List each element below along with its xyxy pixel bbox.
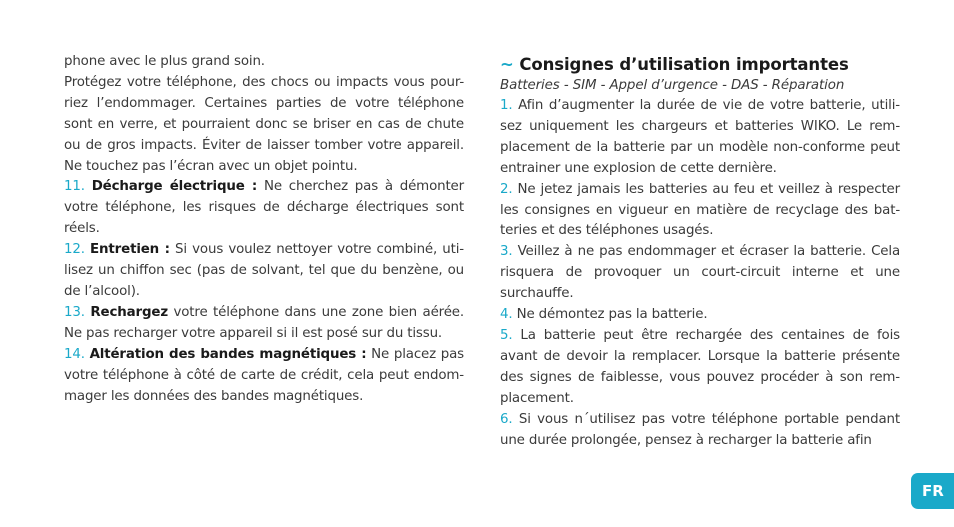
item-number: 3. [500, 244, 513, 260]
item-4 [500, 305, 900, 326]
section-title [500, 54, 900, 76]
item-number: 14. [64, 346, 85, 362]
item-5 [500, 326, 900, 410]
language-tab: FR [911, 473, 954, 509]
item-number: 2. [500, 181, 513, 197]
item-3 [500, 242, 900, 305]
item-number: 4. [500, 307, 513, 323]
item-term: Rechargez [90, 304, 168, 320]
item-text: Si vous voulez nettoyer votre combiné, uti-lisez un chiffon sec (pas de solvant, tel que du benzène, ou de l’alcool). [64, 242, 464, 299]
item-12 [64, 240, 464, 303]
item-number: 11. [64, 179, 85, 195]
item-number: 1. [500, 98, 513, 113]
intro-text: phone avec le plus grand soin. [64, 54, 265, 69]
item-text: Veillez à ne pas endommager et écraser la batterie. Cela risquera de provoquer un court-circuit interne et une surchauffe. [500, 244, 900, 302]
item-text: Afin d’augmenter la durée de vie de votre batterie, utili-sez uniquement les chargeurs et batteries WIKO. Le rem-placement de la batterie par un modèle non-conforme peut entrainer une explosion de cette dernière. [500, 98, 900, 176]
section-title-text: Consignes d’utilisation importantes [519, 55, 849, 74]
item-text: La batterie peut être rechargée des centaines de fois avant de devoir la remplacer. Lorsque la batterie présente des signes de faiblesse, vous pouvez procéder à son rem-placement. [500, 327, 900, 406]
item-text: Ne jetez jamais les batteries au feu et veillez à respecter les consignes en vigueur en matière de recyclage des bat-teries et des téléphones usagés. [500, 181, 900, 239]
item-6 [500, 410, 900, 452]
item-term: Décharge électrique : [91, 179, 258, 195]
item-number: 12. [64, 242, 85, 258]
tilde-mark: ~ [500, 55, 514, 74]
item-13 [64, 303, 464, 345]
item-11 [64, 177, 464, 240]
item-term: Altération des bandes magnétiques : [89, 346, 367, 362]
item-text: Ne placez pas votre téléphone à côté de carte de crédit, cela peut endom-mager les données des bandes magnétiques. [64, 346, 464, 404]
item-text: Ne cherchez pas à démonter votre téléphone, les risques de décharge électriques sont réels. [64, 179, 464, 237]
item-1 [500, 96, 900, 180]
item-term: Entretien : [90, 242, 170, 258]
item-2 [500, 180, 900, 243]
item-text: Ne démontez pas la batterie. [512, 307, 708, 323]
section-subtitle: Batteries - SIM - Appel d’urgence - DAS - Réparation [500, 78, 845, 93]
protect-paragraph: Protégez votre téléphone, des chocs ou impacts vous pour-riez l’endommager. Certaines parties de votre téléphone sont en verre, et pourraient donc se briser en cas de chute ou de gros impacts. Éviter de laisser tomber votre appareil. Ne touchez pas l’écran avec un objet pointu. [64, 74, 464, 174]
right-column [500, 54, 900, 451]
left-column [64, 52, 464, 407]
item-number: 13. [64, 304, 85, 320]
item-14 [64, 345, 464, 408]
item-text: Si vous n´utilisez pas votre téléphone portable pendant une durée prolongée, pensez à recharger la batterie afin [500, 411, 900, 448]
item-number: 5. [500, 327, 513, 343]
item-text: votre téléphone dans une zone bien aérée. Ne pas recharger votre appareil si il est posé sur du tissu. [64, 304, 465, 341]
item-number: 6. [500, 411, 513, 427]
